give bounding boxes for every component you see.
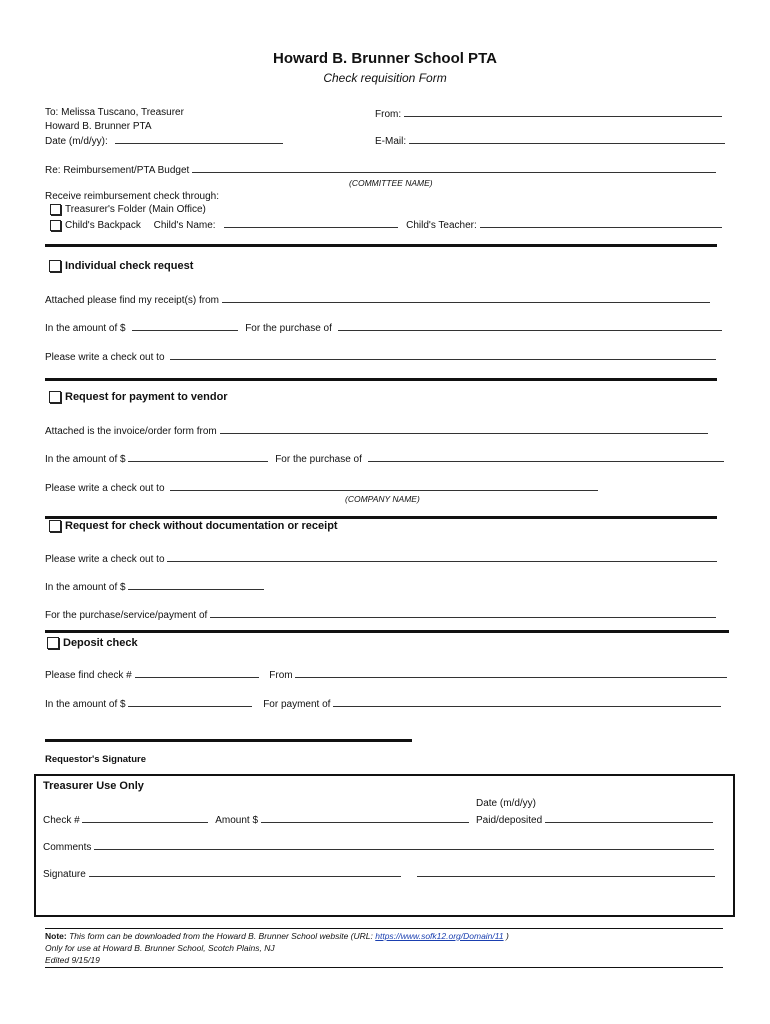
footer-bottom-rule — [45, 967, 723, 968]
committee-input-line[interactable] — [192, 163, 716, 173]
individual-checkbox[interactable] — [49, 260, 61, 272]
signature-line[interactable] — [45, 739, 412, 742]
vendor-purchase-input-line[interactable] — [368, 452, 724, 462]
amount-input-line[interactable] — [132, 321, 238, 331]
from-field[interactable] — [375, 107, 722, 120]
treasurer-paid-field[interactable] — [476, 813, 713, 826]
deposit-check-label: Please find check # — [45, 670, 132, 681]
re-field[interactable] — [45, 163, 716, 176]
nodoc-section-heading[interactable] — [49, 520, 338, 532]
footer-edited: Edited 9/15/19 — [45, 955, 100, 965]
divider-4 — [45, 630, 729, 633]
individual-payee-field[interactable] — [45, 350, 716, 363]
receipts-label: Attached please find my receipt(s) from — [45, 295, 219, 306]
individual-heading-text: Individual check request — [65, 260, 194, 272]
vendor-amount-label: In the amount of $ — [45, 454, 126, 465]
treasurer-heading: Treasurer Use Only — [43, 780, 144, 792]
vendor-amount-field[interactable] — [45, 452, 724, 465]
treasurer-signature-input-line[interactable] — [89, 867, 401, 877]
individual-section-heading[interactable] — [49, 260, 193, 272]
deposit-check-field[interactable] — [45, 668, 727, 681]
delivery-label: Receive reimbursement check through: — [45, 191, 219, 202]
footer-line-2: Only for use at Howard B. Brunner School, Scotch Plains, NJ — [45, 943, 275, 953]
footer-note-label: Note: — [45, 931, 67, 941]
treasurer-amount-label: Amount $ — [215, 815, 259, 826]
deposit-amount-label: In the amount of $ — [45, 699, 126, 710]
nodoc-purpose-input-line[interactable] — [210, 608, 716, 618]
requestor-signature-label: Requestor's Signature — [45, 754, 146, 765]
deposit-from-label: From — [269, 670, 293, 681]
committee-caption: (COMMITTEE NAME) — [349, 178, 433, 188]
nodoc-payee-input-line[interactable] — [167, 552, 717, 562]
treasurer-check-field[interactable] — [43, 813, 469, 826]
company-caption: (COMPANY NAME) — [345, 494, 420, 504]
nodoc-amount-label: In the amount of $ — [45, 582, 126, 593]
vendor-section-heading[interactable] — [49, 391, 228, 403]
nodoc-amount-input-line[interactable] — [128, 580, 264, 590]
nodoc-payee-field[interactable] — [45, 552, 717, 565]
vendor-purchase-label: For the purchase of — [275, 454, 362, 465]
email-input-line[interactable] — [409, 134, 725, 144]
vendor-payee-field[interactable] — [45, 481, 598, 494]
re-label: Re: Reimbursement/PTA Budget — [45, 165, 190, 176]
vendor-checkbox[interactable] — [49, 391, 61, 403]
vendor-amount-input-line[interactable] — [128, 452, 268, 462]
deposit-heading-text: Deposit check — [63, 637, 138, 649]
treasurer-amount-input-line[interactable] — [261, 813, 469, 823]
teacher-label: Child's Teacher: — [406, 220, 477, 231]
delivery-option-backpack[interactable] — [50, 218, 722, 231]
page-subtitle: Check requisition Form — [323, 71, 447, 85]
backpack-label: Child's Backpack — [65, 220, 141, 231]
divider-3 — [45, 516, 717, 519]
divider-2 — [45, 378, 717, 381]
treasurer-paid-label: Paid/deposited — [476, 815, 543, 826]
folder-label: Treasurer's Folder (Main Office) — [65, 204, 206, 216]
from-label: From: — [375, 109, 402, 120]
page-title: Howard B. Brunner School PTA — [273, 50, 497, 67]
deposit-checkbox[interactable] — [47, 637, 59, 649]
date-label: Date (m/d/yy): — [45, 136, 108, 147]
nodoc-amount-field[interactable] — [45, 580, 264, 593]
footer-note — [45, 931, 509, 941]
footer-top-rule — [45, 928, 723, 929]
deposit-check-input-line[interactable] — [135, 668, 259, 678]
divider-1 — [45, 244, 717, 247]
treasurer-check-label: Check # — [43, 815, 80, 826]
purchase-input-line[interactable] — [338, 321, 722, 331]
delivery-option-folder[interactable] — [50, 204, 206, 215]
individual-amount-field[interactable] — [45, 321, 722, 334]
deposit-from-input-line[interactable] — [295, 668, 727, 678]
receipts-input-line[interactable] — [222, 293, 710, 303]
invoice-input-line[interactable] — [220, 424, 708, 434]
deposit-amount-input-line[interactable] — [128, 697, 252, 707]
date-field[interactable] — [45, 134, 283, 147]
treasurer-paid-input-line[interactable] — [545, 813, 713, 823]
treasurer-signature-label: Signature — [43, 869, 86, 880]
footer-note-close: ) — [503, 931, 509, 941]
treasurer-comments-input-line[interactable] — [94, 840, 714, 850]
email-field[interactable] — [375, 134, 725, 147]
payee-input-line[interactable] — [170, 350, 716, 360]
vendor-payee-label: Please write a check out to — [45, 483, 165, 494]
amount-label: In the amount of $ — [45, 323, 126, 334]
child-name-input-line[interactable] — [224, 218, 398, 228]
deposit-payment-label: For payment of — [263, 699, 331, 710]
backpack-checkbox[interactable] — [50, 220, 61, 231]
folder-checkbox[interactable] — [50, 204, 61, 215]
to-line: To: Melissa Tuscano, Treasurer — [45, 107, 184, 118]
nodoc-purpose-field[interactable] — [45, 608, 716, 621]
nodoc-payee-label: Please write a check out to — [45, 554, 165, 565]
vendor-payee-input-line[interactable] — [170, 481, 598, 491]
from-input-line[interactable] — [404, 107, 722, 117]
teacher-input-line[interactable] — [480, 218, 722, 228]
nodoc-checkbox[interactable] — [49, 520, 61, 532]
footer-url-link[interactable]: https://www.sofk12.org/Domain/11 — [375, 931, 504, 941]
vendor-heading-text: Request for payment to vendor — [65, 391, 228, 403]
deposit-payment-input-line[interactable] — [333, 697, 721, 707]
child-name-label: Child's Name: — [153, 220, 216, 231]
treasurer-check-input-line[interactable] — [82, 813, 208, 823]
treasurer-date-label: Date (m/d/yy) — [476, 798, 537, 809]
date-input-line[interactable] — [115, 134, 283, 144]
payee-label: Please write a check out to — [45, 352, 165, 363]
purchase-label: For the purchase of — [245, 323, 332, 334]
treasurer-comments-label: Comments — [43, 842, 92, 853]
footer-note-text: This form can be downloaded from the Howard B. Brunner School website (URL: — [66, 931, 376, 941]
nodoc-heading-text: Request for check without documentation or receipt — [65, 520, 338, 532]
treasurer-comments-field[interactable] — [43, 840, 714, 853]
treasurer-signature-date-line[interactable] — [417, 867, 715, 877]
individual-receipts-field[interactable] — [45, 293, 710, 306]
deposit-section-heading[interactable] — [47, 637, 138, 649]
org-line: Howard B. Brunner PTA — [45, 121, 152, 132]
invoice-label: Attached is the invoice/order form from — [45, 426, 217, 437]
vendor-invoice-field[interactable] — [45, 424, 708, 437]
treasurer-signature-field[interactable] — [43, 867, 715, 880]
deposit-amount-field[interactable] — [45, 697, 721, 710]
email-label: E-Mail: — [375, 136, 407, 147]
nodoc-purpose-label: For the purchase/service/payment of — [45, 610, 208, 621]
